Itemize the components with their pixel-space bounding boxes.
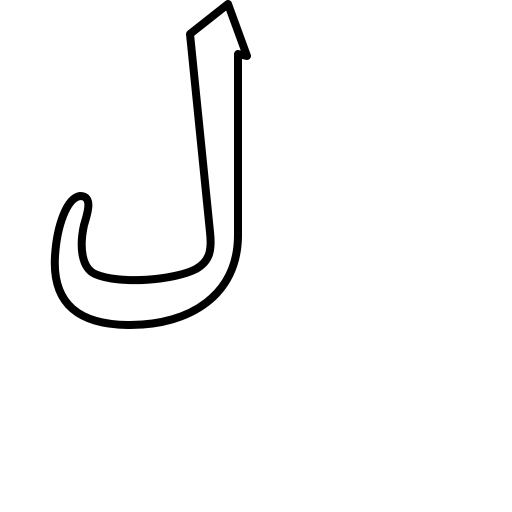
lam-outline-path [55,4,247,325]
